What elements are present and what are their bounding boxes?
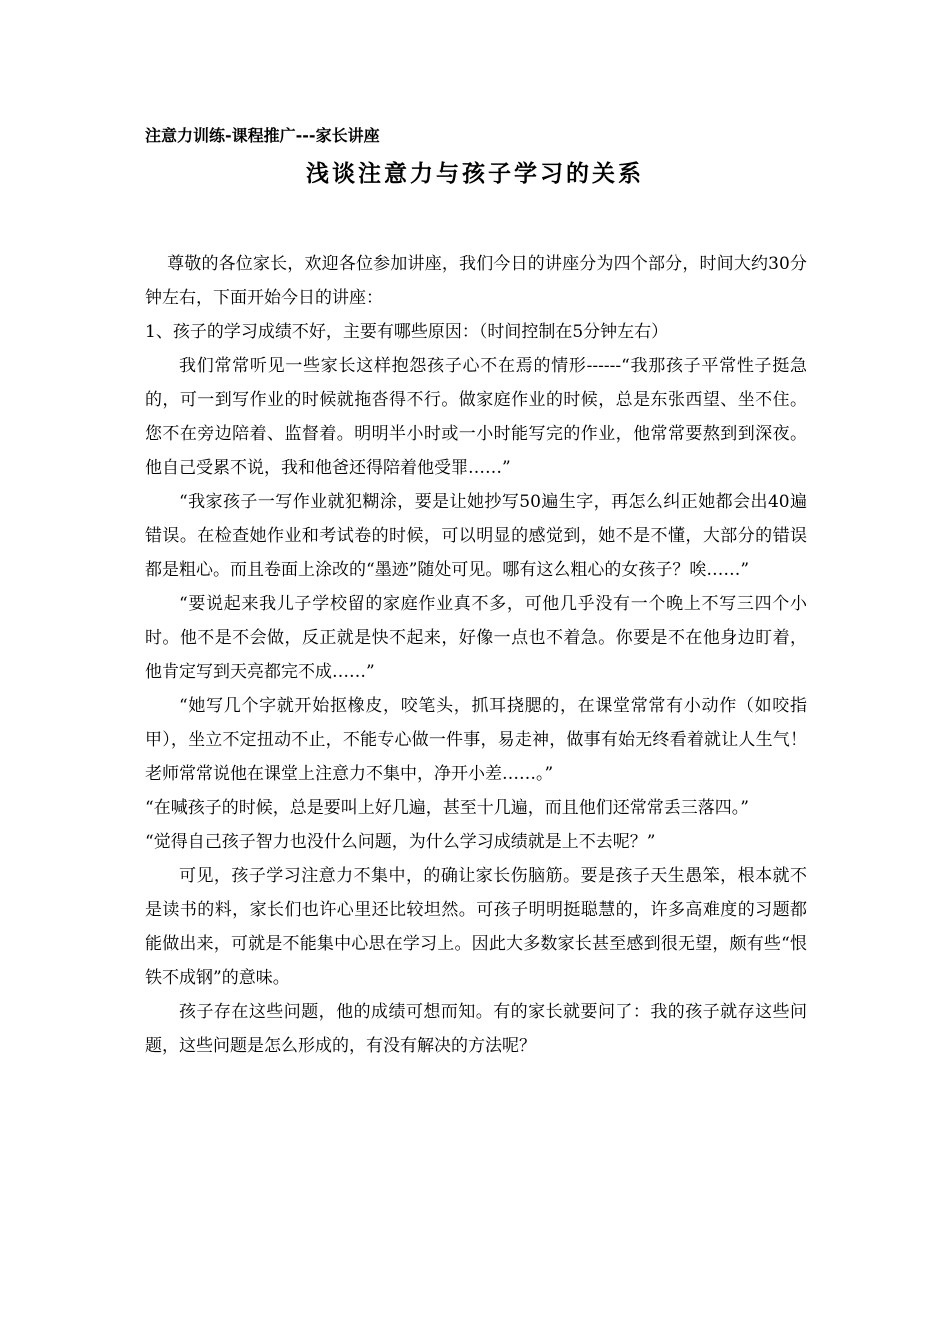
paragraph-quote-2: “我家孩子一写作业就犯糊涂，要是让她抄写50遍生字，再怎么纠正她都会出40遍错误。在检查她作业和考试卷的时候，可以明显的感觉到，她不是不懂，大部分的错误都是粗心。而且卷面上涂改的“墨迹”随处可见。哪有这么粗心的女孩子？唉……” [145, 492, 807, 580]
paragraph-analysis: 可见，孩子学习注意力不集中，的确让家长伤脑筋。要是孩子天生愚笨，根本就不是读书的料，家长们也许心里还比较坦然。可孩子明明挺聪慧的，许多高难度的习题都能做出来，可就是不能集中心思在学习上。因此大多数家长甚至感到很无望，颇有些“恨铁不成钢”的意味。 [145, 866, 807, 988]
paragraph-section-1-heading: 1、孩子的学习成绩不好，主要有哪些原因：（时间控制在5分钟左右） [145, 322, 669, 342]
paragraph-quote-5: “在喊孩子的时候，总是要叫上好几遍，甚至十几遍，而且他们还常常丢三落四。” [145, 798, 749, 818]
paragraph-quote-6: “觉得自己孩子智力也没什么问题，为什么学习成绩就是上不去呢？” [145, 832, 656, 852]
document-title: 浅谈注意力与孩子学习的关系 [306, 161, 644, 187]
paragraph-greeting: 尊敬的各位家长，欢迎各位参加讲座，我们今日的讲座分为四个部分，时间大约30分钟左右，下面开始今日的讲座： [145, 254, 807, 308]
paragraph-question: 孩子存在这些问题，他的成绩可想而知。有的家长就要问了：我的孩子就存这些问题，这些问题是怎么形成的，有没有解决的方法呢？ [145, 1002, 807, 1056]
paragraph-quote-1: 我们常常听见一些家长这样抱怨孩子心不在焉的情形------“我那孩子平常性子挺急的，可一到写作业的时候就拖沓得不行。做家庭作业的时候，总是东张西望、坐不住。您不在旁边陪着、监督着。明明半小时或一小时能写完的作业，他常常要熬到到深夜。他自己受累不说，我和他爸还得陪着他受罪……” [145, 356, 807, 478]
paragraph-quote-4: “她写几个字就开始抠橡皮，咬笔头，抓耳挠腮的，在课堂常常有小动作（如咬指甲），坐立不定扭动不止，不能专心做一件事，易走神，做事有始无终看着就让人生气！老师常常说他在课堂上注意力不集中，净开小差……。” [145, 696, 807, 784]
document-body [145, 247, 807, 1063]
paragraph-quote-3: “要说起来我儿子学校留的家庭作业真不多，可他几乎没有一个晚上不写三四个小时。他不是不会做，反正就是快不起来，好像一点也不着急。你要是不在他身边盯着，他肯定写到天亮都完不成……” [145, 594, 807, 682]
course-header: 注意力训练-课程推广---家长讲座 [145, 126, 380, 145]
